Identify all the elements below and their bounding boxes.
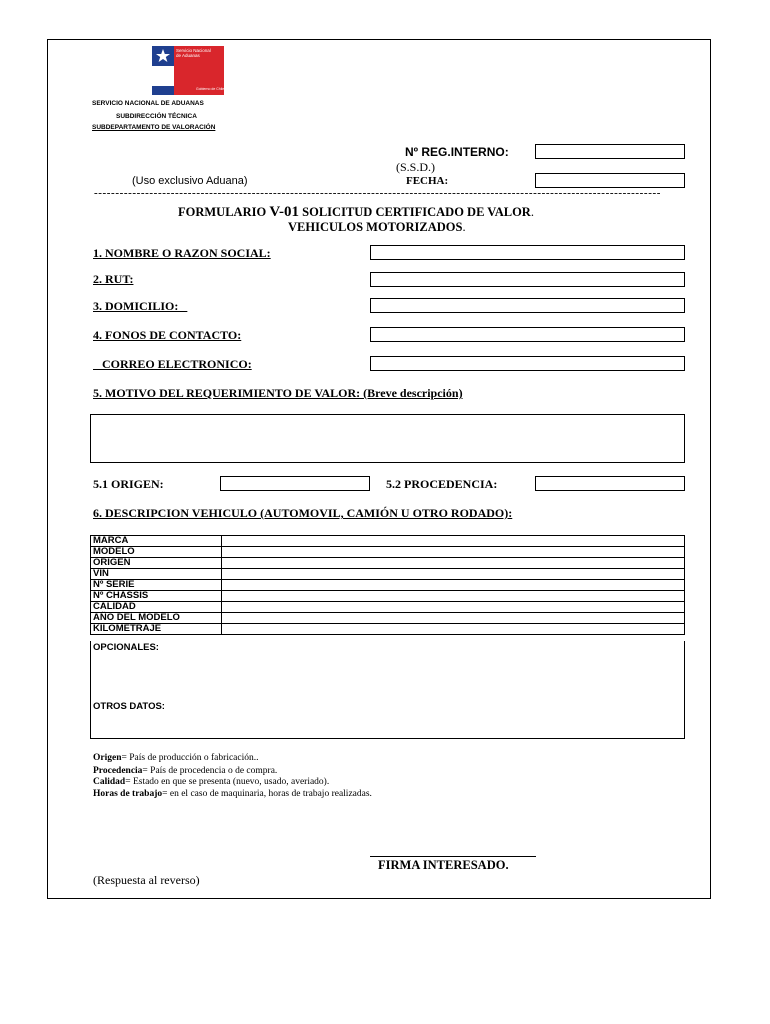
reverse-note: (Respuesta al reverso) (93, 873, 200, 887)
note-term: Calidad (93, 777, 126, 787)
reg-interno-label: Nº REG.INTERNO: (405, 145, 509, 159)
vehicle-row-label: MARCA (91, 536, 222, 547)
table-row (91, 602, 685, 613)
vehicle-section-title: 6. DESCRIPCION VEHICULO (AUTOMOVIL, CAMIÓN U OTRO RODADO): (93, 506, 513, 520)
uso-exclusivo-label: (Uso exclusivo Aduana) (132, 175, 248, 187)
vehicle-row-label: VIN (91, 569, 222, 580)
vehicle-row-label: Nº SERIE (91, 580, 222, 591)
opcionales-box[interactable] (90, 641, 685, 739)
procedencia-field[interactable] (535, 476, 685, 491)
motivo-field[interactable] (90, 414, 685, 463)
note-text: = Estado en que se presenta (nuevo, usado, averiado). (125, 777, 330, 787)
nombre-field[interactable] (370, 245, 685, 260)
opcionales-label: OPCIONALES: (93, 642, 159, 653)
signature-label: FIRMA INTERESADO. (378, 858, 509, 872)
table-row (91, 613, 685, 624)
vehicle-row-label: ORIGEN (91, 558, 222, 569)
divider-line: ------------------------------------------------------------------------------------------------------------------------------------- (94, 187, 661, 199)
note-text: = en el caso de maquinaria, horas de trabajo realizadas. (162, 789, 372, 799)
table-row (91, 624, 685, 635)
subtitle-dot: . (462, 220, 466, 234)
table-row (91, 569, 685, 580)
fonos-label: 4. FONOS DE CONTACTO: (93, 328, 242, 342)
fecha-field[interactable] (535, 173, 685, 188)
domicilio-field[interactable] (370, 298, 685, 313)
vehicle-row-label: Nº CHASSIS (91, 591, 222, 602)
agency-name: SERVICIO NACIONAL DE ADUANAS (92, 100, 204, 107)
department-name: SUBDEPARTAMENTO DE VALORACIÓN (92, 124, 216, 131)
vehicle-row-label: MODELO (91, 547, 222, 558)
note-term: Procedencia (93, 766, 143, 776)
logo-footer: Gobierno de Chile (196, 87, 225, 91)
vehicle-row-value[interactable] (222, 591, 685, 602)
table-row (91, 591, 685, 602)
vehicle-row-value[interactable] (222, 558, 685, 569)
title-prefix: FORMULARIO (178, 205, 270, 219)
note-origen (93, 753, 259, 763)
vehicle-row-value[interactable] (222, 613, 685, 624)
origen-label: 5.1 ORIGEN: (93, 477, 164, 491)
ssd-label: (S.S.D.) (396, 160, 436, 174)
note-term: Horas de trabajo (93, 789, 163, 799)
vehicle-row-label: AÑO DEL MODELO (91, 613, 222, 624)
motivo-label: 5. MOTIVO DEL REQUERIMIENTO DE VALOR: (Breve descripción) (93, 386, 463, 400)
vehicle-row-label: KILOMETRAJE (91, 624, 222, 635)
procedencia-label: 5.2 PROCEDENCIA: (386, 477, 498, 491)
fecha-label: FECHA: (406, 175, 449, 187)
vehicle-row-value[interactable] (222, 602, 685, 613)
note-text: = País de producción o fabricación.. (121, 753, 259, 763)
logo-text: Servicio Nacional de Aduanas (176, 48, 211, 58)
note-term: Origen (93, 753, 122, 763)
correo-label: CORREO ELECTRONICO: (93, 357, 252, 371)
form-title (178, 204, 534, 221)
note-procedencia (93, 766, 277, 776)
vehicle-row-value[interactable] (222, 624, 685, 635)
correo-field[interactable] (370, 356, 685, 371)
table-row (91, 547, 685, 558)
subtitle-text: VEHICULOS MOTORIZADOS (288, 220, 463, 234)
note-text: = País de procedencia o de compra. (142, 766, 278, 776)
nombre-label: 1. NOMBRE O RAZON SOCIAL: (93, 246, 271, 260)
rut-field[interactable] (370, 272, 685, 287)
table-row (91, 558, 685, 569)
domicilio-label: 3. DOMICILIO: (93, 299, 188, 313)
vehicle-row-value[interactable] (222, 569, 685, 580)
title-main: SOLICITUD CERTIFICADO DE VALOR (299, 205, 531, 219)
origen-field[interactable] (220, 476, 370, 491)
fonos-field[interactable] (370, 327, 685, 342)
title-dot: . (530, 205, 534, 219)
table-row (91, 536, 685, 547)
vehicle-row-value[interactable] (222, 547, 685, 558)
subdirection-name: SUBDIRECCIÓN TÉCNICA (116, 113, 197, 120)
note-horas (93, 789, 372, 799)
table-row (91, 580, 685, 591)
vehicle-row-value[interactable] (222, 536, 685, 547)
rut-label: 2. RUT: (93, 272, 134, 286)
form-code: V-01 (269, 204, 300, 220)
reg-interno-field[interactable] (535, 144, 685, 159)
form-subtitle (288, 220, 466, 235)
vehicle-row-value[interactable] (222, 580, 685, 591)
vehicle-table (90, 535, 685, 635)
otros-datos-label: OTROS DATOS: (93, 701, 165, 712)
vehicle-row-label: CALIDAD (91, 602, 222, 613)
note-calidad (93, 777, 329, 787)
signature-line (370, 856, 536, 857)
